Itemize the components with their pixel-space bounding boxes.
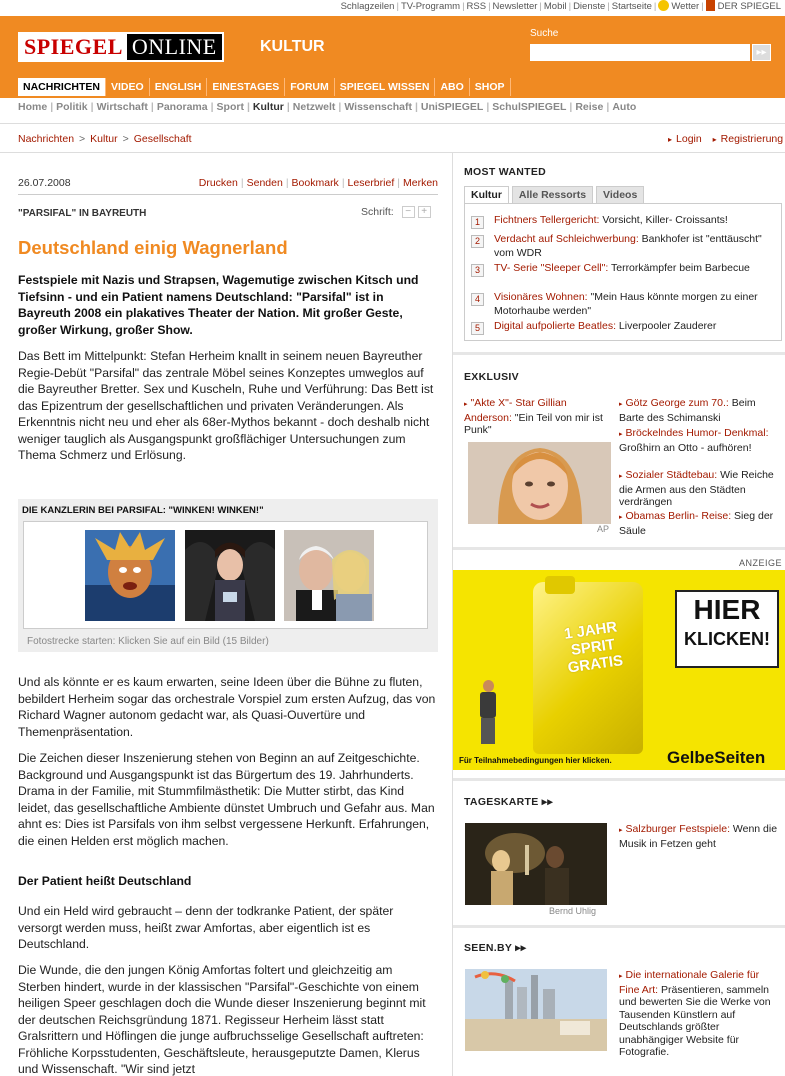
arrow-right-icon: ▸ [668,135,673,144]
seenby-title: SEEN.BY ▸▸ [464,942,527,954]
tageskarte-item[interactable]: ▸ Salzburger Festspiele: Wenn die Musik in Fetzen geht [619,823,778,850]
article-paragraph: Die Zeichen dieser Inszenierung stehen von Beginn an auf Zeitgeschichte. Background und Ausgangspunkt ist das Bürgertum des 19. Jahrhunderts. Drama in der Familie, mit Stummfilmästhetik: Die Mutter stirbt, das Kind leidet, das gesellschaftliche Ambiente dünstet Umbruch und Gefahr aus. Man ahnt es: Dies ist Parsifals von ihm selbst vergessene Herkunft. Erfahrungen, die einen Helden erst möglich machen. [18,751,435,848]
tab-videos[interactable]: Videos [596,186,644,203]
main-nav [0,78,785,96]
send-link[interactable]: Senden [246,177,283,189]
arrow-right-icon: ▸ [712,135,717,144]
gelbe-seiten-logo: GelbeSeiten [667,748,766,767]
most-wanted-list [464,203,782,341]
account-links [668,133,783,145]
most-wanted-tabs [464,186,647,203]
subnav-panorama[interactable]: Panorama [156,101,208,113]
subnav-unispiegel[interactable]: UniSPIEGEL [420,101,484,113]
breadcrumb: Nachrichten > Kultur > Gesellschaft [18,133,192,145]
spiegel-magazine-icon [706,0,715,11]
arrow-right-icon: ▸ [464,401,468,408]
ad-label: ANZEIGE [739,558,783,568]
print-link[interactable]: Drucken [198,177,238,189]
font-decrease-button[interactable]: − [402,206,415,218]
gallery-caption: Fotostrecke starten: Klicken Sie auf ein Bild (15 Bilder) [27,636,269,647]
exklusiv-title: EXKLUSIV [464,371,519,383]
search-label: Suche [530,28,559,39]
nav-einestages[interactable]: EINESTAGES [207,78,285,96]
seenby-photo[interactable] [465,969,607,1051]
util-link-wetter[interactable]: Wetter [671,1,700,12]
most-wanted-title: MOST WANTED [464,166,547,178]
tageskarte-title: TAGESKARTE ▸▸ [464,796,553,808]
tageskarte-photo[interactable] [465,823,607,905]
font-increase-button[interactable]: + [418,206,431,218]
arrow-right-icon: ▸ [619,431,623,438]
subnav-wirtschaft[interactable]: Wirtschaft [96,101,148,113]
tab-kultur[interactable]: Kultur [464,186,509,203]
subnav-netzwelt[interactable]: Netzwelt [292,101,336,113]
article-paragraph: Und als könnte er es kaum erwarten, seine Ideen über die Bühne zu fluten, bebildert Herheim sogar das orchestrale Vorspiel zum ersten Aufzug, das von Richard Wagner autonom gedacht war, als Quasi-Ouvertüre und Themenpräsentation. [18,675,436,739]
register-link[interactable]: Registrierung [720,133,784,145]
section-divider [453,778,785,781]
double-arrow-icon: ▸▸ [541,796,553,808]
list-item[interactable]: 1 Fichtners Tellergericht: Vorsicht, Killer- Croissants! [471,214,773,228]
search-input[interactable] [530,44,750,61]
subnav-home[interactable]: Home [18,101,48,113]
utility-bar: Schlagzeilen | TV-Programm | RSS | Newsletter | Mobil | Dienste | Startseite | Wetter | DER SPIEGEL [0,0,785,16]
util-link-tv[interactable]: TV-Programm [400,1,461,12]
article-paragraph: Und ein Held wird gebraucht – denn der todkranke Patient, der später versorgt werden muss, heißt zwar Amfortas, aber eigentlich ist es Deutschland. [18,904,394,951]
article-paragraph: Die Wunde, die den jungen König Amfortas foltert und gleichzeitig am Sterben hindert, wurde in der klassischen "Parsifal"-Geschichte von einem heiligen Speer geschlagen doch die Wunde dieser Inszenierung beginnt mit der deutschen Reichsgründung 1871. Regisseur Herheim lässt statt Gralsrittern und Höflingen die junge aufbruchsselige Gesellschaft auftreten: Fröhliche Korpsstudenten, Geschäftsleute, herausgeputzte Damen, Klerus und Wissenschaft. "Wir sind jetzt [18,963,426,1076]
subnav-wissenschaft[interactable]: Wissenschaft [344,101,412,113]
arrow-right-icon: ▸ [619,973,623,980]
exklusiv-feature[interactable]: ▸ "Akte X"- Star Gillian Anderson: "Ein Teil von mir ist Punk" [464,397,603,436]
exklusiv-item[interactable]: ▸ Götz George zum 70.: Beim Barte des Schimanski [619,397,756,424]
section-divider [453,925,785,928]
nav-shop[interactable]: SHOP [470,78,511,96]
article-subhead: Der Patient heißt Deutschland [18,874,192,888]
nav-spiegel-wissen[interactable]: SPIEGEL WISSEN [335,78,436,96]
subnav-auto[interactable]: Auto [612,101,637,113]
section-title: KULTUR [260,38,325,55]
arrow-right-icon: ▸ [619,401,623,408]
logo-online: ONLINE [127,34,222,60]
seenby-item[interactable]: ▸ Die internationale Galerie für Fine Art: Präsentieren, sammeln und bewerten Sie die Werke von Tausenden Künstlern auf Deutschlands größter unabhängiger Website für Fotografie. [619,969,771,1058]
article-kicker: "PARSIFAL" IN BAYREUTH [18,208,147,219]
article-paragraph: Das Bett im Mittelpunkt: Stefan Herheim knallt in seinem neuen Bayreuther Regie-Debüt "Parsifal" das zentrale Möbel seines Konzeptes umweglos auf die Bayreuther Bretter. Sex und Kuscheln, Ruhe und Verführung: Das Bett ist das Epizentrum der gesellschaftlichen und privaten Veränderungen. Als Erkenntnis nicht neu und eher als 68er-Mythos bekannt - doch deshalb nicht weniger tauglich als Ausgangspunkt großflächiger Untersuchungen zum Thema Schmerz und Erlösung. [18,349,434,462]
spiegel-online-logo[interactable] [18,32,224,62]
subnav-politik[interactable]: Politik [56,101,88,113]
nav-nachrichten[interactable]: NACHRICHTEN [18,78,106,96]
nav-forum[interactable]: FORUM [285,78,335,96]
save-link[interactable]: Merken [402,177,438,189]
gallery-thumb-1[interactable] [85,530,175,621]
section-divider [453,352,785,355]
subnav-reise[interactable]: Reise [575,101,604,113]
breadcrumb-gesellschaft[interactable]: Gesellschaft [133,133,192,145]
article-lead: Festspiele mit Nazis und Strapsen, Wagemutige zwischen Kitsch und Tiefsinn - und ein Patient namens Deutschland: "Parsifal" ist in Bayreuth 2008 ein plakatives Theater der Nation. Mit großer Geste, großer Wirkung, großer Show. [18,273,419,337]
util-link-newsletter[interactable]: Newsletter [492,1,538,12]
breadcrumb-nachrichten[interactable]: Nachrichten [18,133,75,145]
ad-conditions-link[interactable]: Für Teilnahmebedingungen hier klicken. [459,756,612,765]
breadcrumb-kultur[interactable]: Kultur [90,133,118,145]
article-headline: Deutschland einig Wagnerland [18,237,288,258]
arrow-right-icon: ▸ [619,473,623,480]
util-link-rss[interactable]: RSS [466,1,487,12]
divider [0,152,785,153]
list-item[interactable]: 2 Verdacht auf Schleichwerbung: Bankhofer ist "enttäuscht" vom WDR [471,233,773,260]
gallery-thumbnails [23,521,428,629]
article-tools: Drucken | Senden | Bookmark | Leserbrief | Merken [198,177,438,189]
login-link[interactable]: Login [676,133,702,145]
site-header [0,16,785,78]
article-meta [18,177,438,189]
font-size-label: Schrift: [361,206,394,218]
photo-credit: AP [597,524,610,534]
weather-sun-icon [658,0,669,11]
nav-underline [0,96,785,98]
exklusiv-item[interactable]: ▸ Sozialer Städtebau: Wie Reiche die Armen aus den Städten verdrängen [619,469,774,508]
gallery-thumb-3[interactable] [284,530,374,621]
arrow-right-icon: ▸ [619,514,623,521]
double-arrow-icon: ▸▸ [515,942,527,954]
divider [0,123,785,124]
photo-gallery [18,499,438,652]
exklusiv-item[interactable]: ▸ Bröckelndes Humor- Denkmal: Großhirn an Otto - aufhören! [619,427,769,454]
nav-english[interactable]: ENGLISH [150,78,208,96]
util-link-startseite[interactable]: Startseite [611,1,652,12]
font-size-control [361,206,431,218]
util-link-der-spiegel[interactable]: DER SPIEGEL [717,1,781,12]
ad-click-box[interactable]: HIER KLICKEN! [675,590,779,668]
ad-can-text: 1 JAHR SPRIT GRATIS [563,618,625,677]
letter-link[interactable]: Leserbrief [347,177,395,189]
exklusiv-item[interactable]: ▸ Obamas Berlin- Reise: Sieg der Säule [619,510,774,537]
sub-nav: Home | Politik | Wirtschaft | Panorama | Sport | Kultur | Netzwelt | Wissenschaft | UniSPIEGEL | SchulSPIEGEL | Reise | Auto [18,101,637,113]
util-link-mobil[interactable]: Mobil [543,1,567,12]
subnav-kultur[interactable]: Kultur [252,101,284,113]
gallery-title: DIE KANZLERIN BEI PARSIFAL: "WINKEN! WINKEN!" [22,505,264,516]
subnav-sport[interactable]: Sport [216,101,244,113]
divider [18,194,438,195]
tab-alle-ressorts[interactable]: Alle Ressorts [512,186,593,203]
gallery-thumb-2[interactable] [185,530,275,621]
list-item[interactable]: 3 TV- Serie "Sleeper Cell": Terrorkämpfer beim Barbecue [471,262,773,276]
subnav-schulspiegel[interactable]: SchulSPIEGEL [492,101,567,113]
util-link-dienste[interactable]: Dienste [573,1,606,12]
section-divider [453,547,785,550]
ad-person-graphic [475,680,501,744]
article-date: 26.07.2008 [18,177,71,189]
photo-credit: Bernd Uhlig [549,906,597,916]
list-item[interactable]: 5 Digital aufpolierte Beatles: Liverpooler Zauderer [471,320,773,334]
advertisement-banner[interactable] [453,570,785,770]
logo-spiegel: SPIEGEL [20,34,127,60]
util-link-schlagzeilen[interactable]: Schlagzeilen [340,1,395,12]
nav-video[interactable]: VIDEO [106,78,150,96]
bookmark-link[interactable]: Bookmark [291,177,339,189]
arrow-right-icon: ▸ [619,827,623,834]
exklusiv-photo[interactable] [468,442,611,524]
search-submit-button[interactable]: ▸▸ [752,44,771,61]
nav-abo[interactable]: ABO [435,78,469,96]
list-item[interactable]: 4 Visionäres Wohnen: "Mein Haus könnte morgen zu einer Motorhaube werden" [471,291,773,318]
